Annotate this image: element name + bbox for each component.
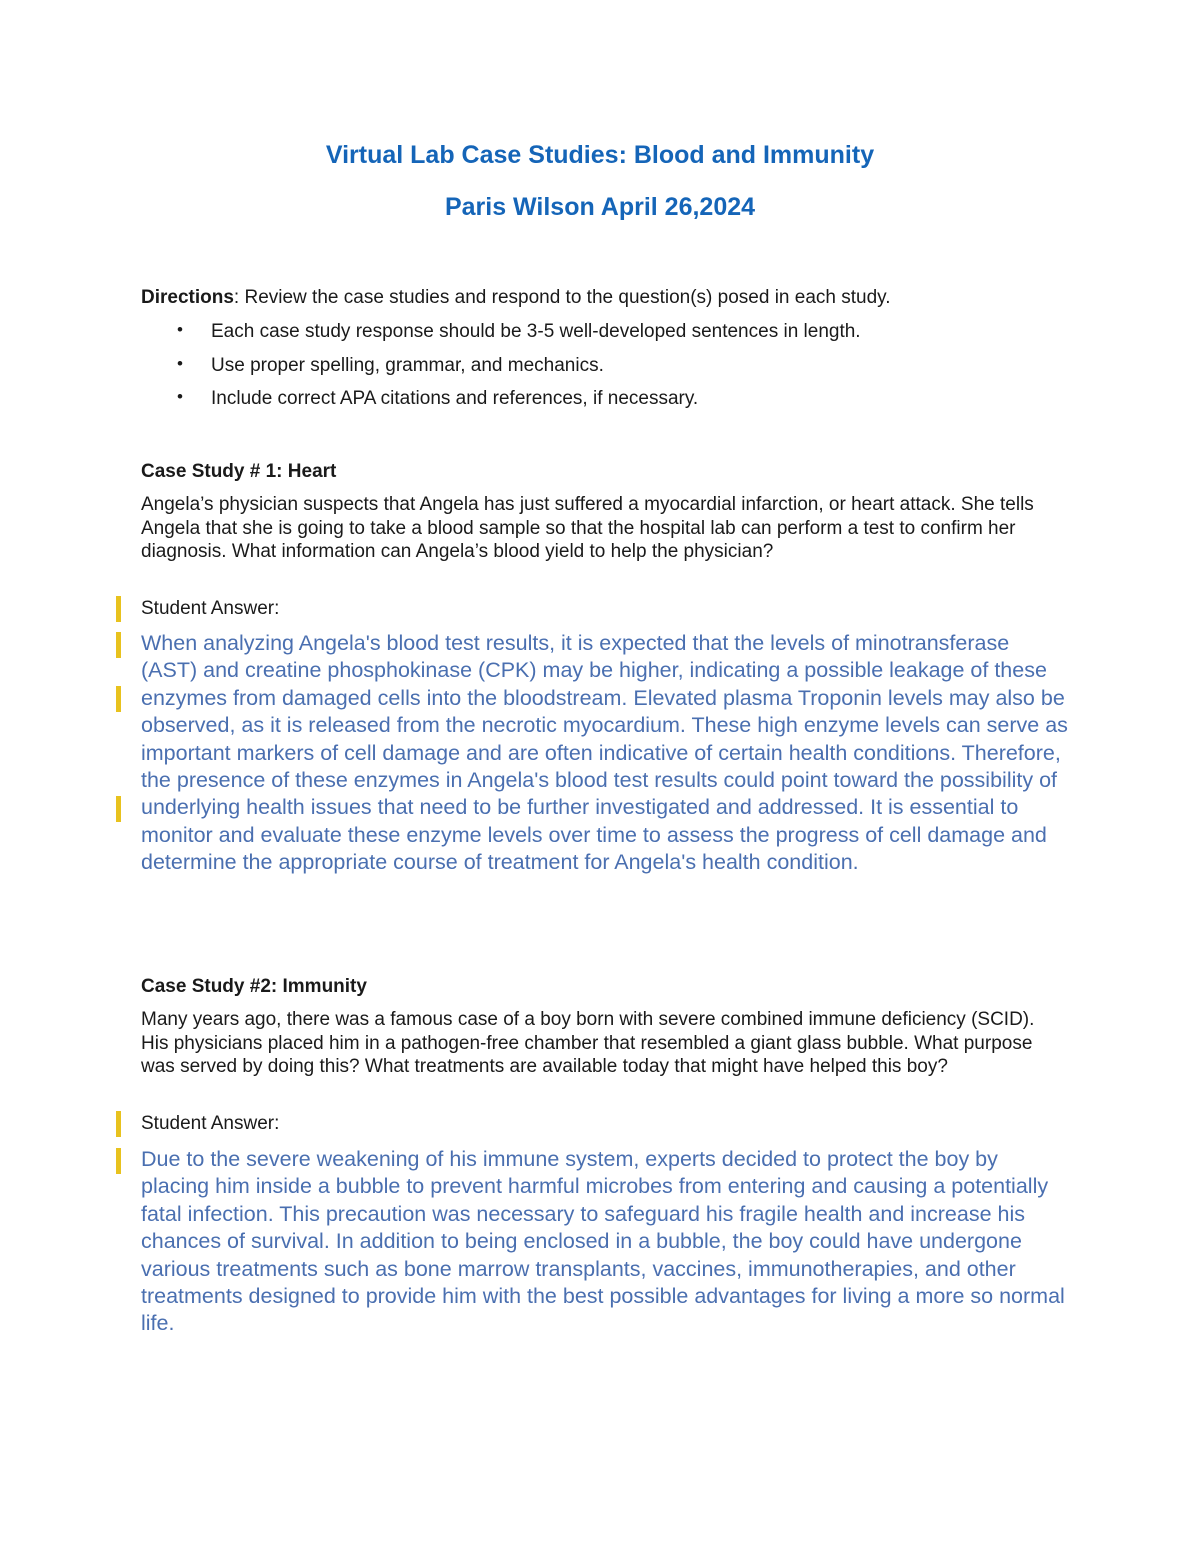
- list-item: [141, 387, 1091, 421]
- change-bar-marker: [116, 596, 121, 622]
- document-title: Virtual Lab Case Studies: Blood and Immunity: [325, 141, 875, 169]
- change-bar-marker: [116, 686, 121, 712]
- case-study-2-answer-label: Student Answer:: [141, 1113, 280, 1134]
- directions-paragraph: [141, 286, 1091, 310]
- directions-text: : Review the case studies and respond to the question(s) posed in each study.: [233, 287, 891, 308]
- case-study-2-heading: Case Study #2: Immunity: [141, 976, 367, 997]
- directions-label: Directions: [141, 287, 234, 308]
- case-study-1-answer-label: Student Answer:: [141, 598, 280, 619]
- change-bar-marker: [116, 632, 121, 658]
- bullet-icon: •: [177, 320, 183, 339]
- case-study-2-prompt: Many years ago, there was a famous case of a boy born with severe combined immune deficiency (SCID). His physicians placed him in a pathogen-free chamber that resembled a giant glass bubble. What purpose was served by doing this? What treatments are available today that might have helped this boy?: [141, 1009, 1035, 1077]
- bullet-text: Each case study response should be 3-5 well-developed sentences in length.: [211, 321, 861, 342]
- directions-bullet-list: [141, 320, 1091, 421]
- case-study-1-prompt: Angela’s physician suspects that Angela has just suffered a myocardial infarction, or heart attack. She tells Angela that she is going to take a blood sample so that the hospital lab can perform a test to confirm her diagnosis. What information can Angela’s blood yield to help the physician?: [141, 494, 1034, 562]
- bullet-text: Use proper spelling, grammar, and mechanics.: [211, 354, 604, 376]
- list-item: [141, 320, 1091, 354]
- change-bar-marker: [116, 796, 121, 822]
- bullet-icon: •: [177, 353, 183, 373]
- bullet-text: Include correct APA citations and references, if necessary.: [211, 388, 699, 409]
- change-bar-marker: [116, 1148, 121, 1174]
- change-bar-marker: [116, 1111, 121, 1137]
- case-study-2-answer: Due to the severe weakening of his immune system, experts decided to protect the boy by placing him inside a bubble to prevent harmful microbes from entering and causing a potentially fatal infection. This precaution was necessary to safeguard his fragile health and increase his chances of survival. In addition to being enclosed in a bubble, the boy could have undergone various treatments such as bone marrow transplants, vaccines, immunotherapies, and other treatments designed to provide him with the best possible advantages for living a more so normal life.: [141, 1147, 1065, 1336]
- case-study-1-answer: When analyzing Angela's blood test results, it is expected that the levels of minotransferase (AST) and creatine phosphokinase (CPK) may be higher, indicating a possible leakage of these enzymes from damaged cells into the bloodstream. Elevated plasma Troponin levels may also be observed, as it is released from the necrotic myocardium. These high enzyme levels can serve as important markers of cell damage and are often indicative of certain health conditions. Therefore, the presence of these enzymes in Angela's blood test results could point toward the possibility of underlying health issues that need to be further investigated and addressed. It is essential to monitor and evaluate these enzyme levels over time to assess the progress of cell damage and determine the appropriate course of treatment for Angela's health condition.: [141, 631, 1068, 875]
- case-study-1-heading: Case Study # 1: Heart: [141, 461, 337, 482]
- bullet-icon: •: [177, 387, 183, 406]
- list-item: [141, 354, 1091, 388]
- author-date-line: Paris Wilson April 26,2024: [444, 193, 756, 221]
